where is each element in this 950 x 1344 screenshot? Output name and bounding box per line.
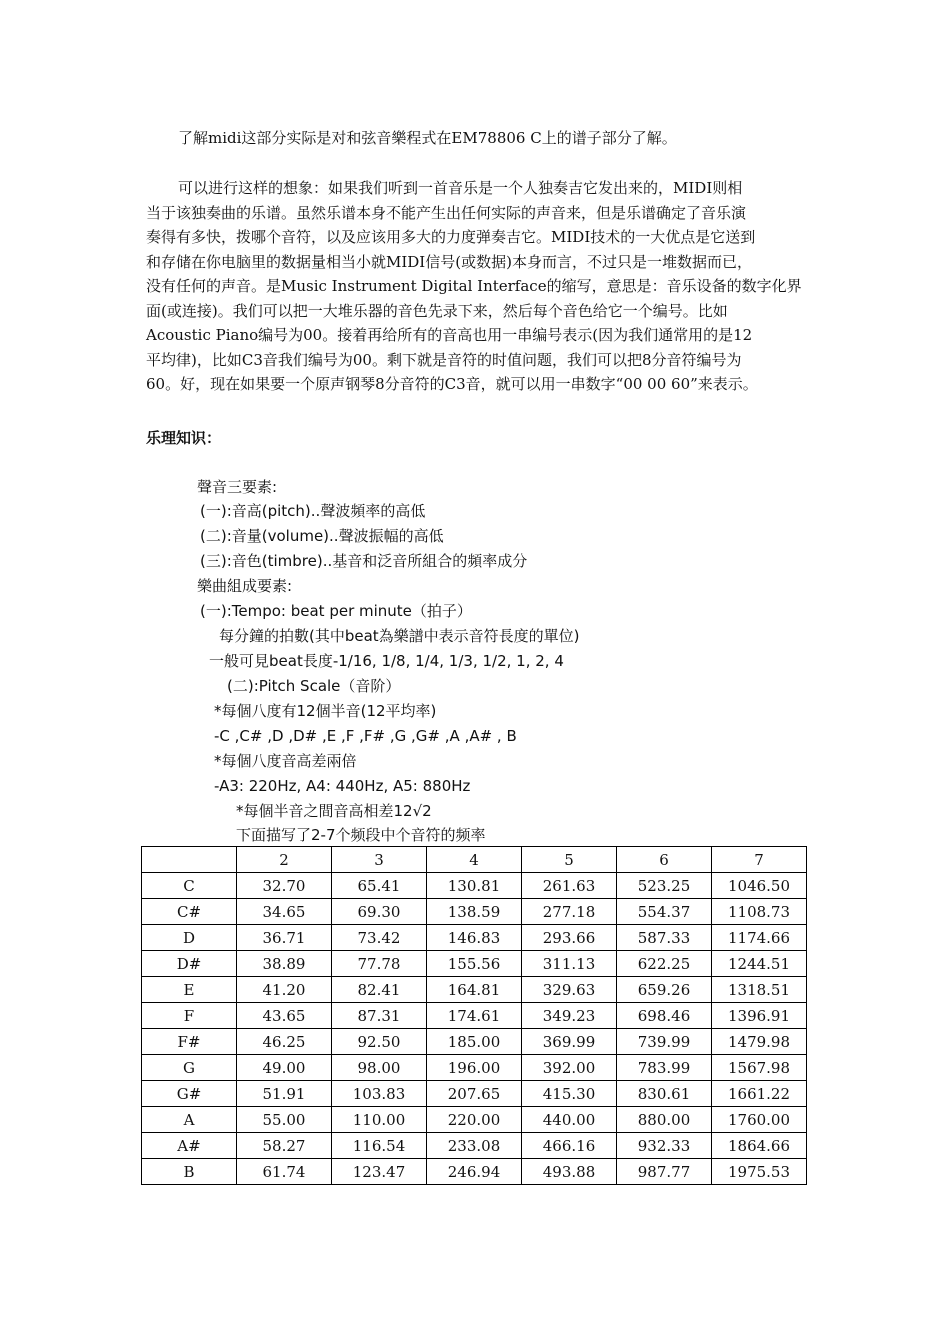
frequency-cell: 1760.00 — [712, 1107, 807, 1133]
frequency-cell: 196.00 — [427, 1055, 522, 1081]
frequency-cell: 34.65 — [237, 899, 332, 925]
frequency-cell: 1975.53 — [712, 1159, 807, 1185]
note-name-cell: E — [142, 977, 237, 1003]
beat-lengths: 一般可見beat長度-1/16, 1/8, 1/4, 1/3, 1/2, 1, 2, 4 — [209, 652, 564, 670]
table-header-cell: 5 — [522, 847, 617, 873]
note-name-cell: C# — [142, 899, 237, 925]
frequency-cell: 493.88 — [522, 1159, 617, 1185]
frequency-cell: 830.61 — [617, 1081, 712, 1107]
paragraph-line: 可以进行这样的想象：如果我们听到一首音乐是一个人独奏吉它发出来的，MIDI则相 — [178, 179, 743, 197]
sound-element-pitch: (一):音高(pitch)..聲波頻率的高低 — [200, 502, 426, 520]
sound-elements-title: 聲音三要素: — [197, 478, 278, 496]
note-names: -C ,C# ,D ,D# ,E ,F ,F# ,G ,G# ,A ,A# , B — [214, 727, 517, 745]
frequency-cell: 369.99 — [522, 1029, 617, 1055]
semitone-ratio-note: *每個半音之間音高相差12√2 — [236, 802, 432, 820]
frequency-cell: 116.54 — [332, 1133, 427, 1159]
frequency-cell: 932.33 — [617, 1133, 712, 1159]
frequency-cell: 146.83 — [427, 925, 522, 951]
frequency-cell: 523.25 — [617, 873, 712, 899]
table-header-cell: 4 — [427, 847, 522, 873]
frequency-cell: 69.30 — [332, 899, 427, 925]
table-row — [142, 1107, 807, 1133]
semitone-note: *每個八度有12個半音(12平均率) — [214, 702, 437, 720]
frequency-cell: 51.91 — [237, 1081, 332, 1107]
table-row — [142, 873, 807, 899]
frequency-cell: 1479.98 — [712, 1029, 807, 1055]
paragraph-line: 平均律)，比如C3音我们编号为00。剩下就是音符的时值问题，我们可以把8分音符编号为 — [146, 350, 742, 369]
frequency-cell: 73.42 — [332, 925, 427, 951]
frequency-cell: 392.00 — [522, 1055, 617, 1081]
table-header-cell: 3 — [332, 847, 427, 873]
paragraph-line: 奏得有多快，拨哪个音符，以及应该用多大的力度弹奏吉它。MIDI技术的一大优点是它送到 — [146, 228, 756, 246]
frequency-cell: 1174.66 — [712, 925, 807, 951]
frequency-cell: 58.27 — [237, 1133, 332, 1159]
frequency-cell: 987.77 — [617, 1159, 712, 1185]
sound-element-timbre: (三):音色(timbre)..基音和泛音所組合的頻率成分 — [200, 552, 528, 570]
table-row — [142, 925, 807, 951]
frequency-cell: 349.23 — [522, 1003, 617, 1029]
frequency-cell: 61.74 — [237, 1159, 332, 1185]
frequency-cell: 329.63 — [522, 977, 617, 1003]
table-caption: 下面描写了2-7个频段中个音符的频率 — [236, 826, 486, 844]
sound-element-volume: (二):音量(volume)..聲波振幅的高低 — [200, 527, 444, 545]
frequency-cell: 1661.22 — [712, 1081, 807, 1107]
frequency-cell: 554.37 — [617, 899, 712, 925]
frequency-cell: 587.33 — [617, 925, 712, 951]
table-row — [142, 951, 807, 977]
frequency-cell: 466.16 — [522, 1133, 617, 1159]
table-header-cell: 6 — [617, 847, 712, 873]
frequency-cell: 155.56 — [427, 951, 522, 977]
note-name-cell: C — [142, 873, 237, 899]
frequency-cell: 164.81 — [427, 977, 522, 1003]
frequency-cell: 783.99 — [617, 1055, 712, 1081]
note-name-cell: F# — [142, 1029, 237, 1055]
intro-sentence: 了解midi这部分实际是对和弦音樂程式在EM78806 C上的谱子部分了解。 — [178, 129, 677, 147]
frequency-cell: 220.00 — [427, 1107, 522, 1133]
table-row — [142, 1029, 807, 1055]
frequency-cell: 138.59 — [427, 899, 522, 925]
frequency-cell: 110.00 — [332, 1107, 427, 1133]
music-elements-title: 樂曲組成要素: — [197, 577, 293, 595]
frequency-cell: 174.61 — [427, 1003, 522, 1029]
frequency-cell: 49.00 — [237, 1055, 332, 1081]
frequency-cell: 43.65 — [237, 1003, 332, 1029]
paragraph-line: 和存储在你电脑里的数据量相当小就MIDI信号(或数据)本身而言，不过只是一堆数据而已， — [146, 252, 752, 271]
frequency-cell: 311.13 — [522, 951, 617, 977]
frequency-cell: 41.20 — [237, 977, 332, 1003]
table-row — [142, 1133, 807, 1159]
frequency-cell: 293.66 — [522, 925, 617, 951]
frequency-cell: 880.00 — [617, 1107, 712, 1133]
frequency-cell: 1396.91 — [712, 1003, 807, 1029]
table-header-cell: 7 — [712, 847, 807, 873]
frequency-cell: 55.00 — [237, 1107, 332, 1133]
table-row — [142, 899, 807, 925]
frequency-cell: 415.30 — [522, 1081, 617, 1107]
note-name-cell: G — [142, 1055, 237, 1081]
frequency-cell: 233.08 — [427, 1133, 522, 1159]
frequency-cell: 1108.73 — [712, 899, 807, 925]
frequency-cell: 87.31 — [332, 1003, 427, 1029]
section-heading: 乐理知识： — [146, 429, 222, 447]
frequency-cell: 698.46 — [617, 1003, 712, 1029]
midi-description-paragraph — [146, 176, 816, 397]
frequency-cell: 739.99 — [617, 1029, 712, 1055]
note-name-cell: G# — [142, 1081, 237, 1107]
frequency-cell: 92.50 — [332, 1029, 427, 1055]
frequency-cell: 1244.51 — [712, 951, 807, 977]
octave-frequencies: -A3: 220Hz, A4: 440Hz, A5: 880Hz — [214, 777, 471, 795]
tempo-item: (一):Tempo: beat per minute（拍子） — [200, 602, 472, 620]
frequency-cell: 1046.50 — [712, 873, 807, 899]
frequency-cell: 77.78 — [332, 951, 427, 977]
frequency-cell: 98.00 — [332, 1055, 427, 1081]
frequency-cell: 123.47 — [332, 1159, 427, 1185]
frequency-cell: 659.26 — [617, 977, 712, 1003]
frequency-cell: 185.00 — [427, 1029, 522, 1055]
note-frequency-table — [141, 846, 807, 1185]
octave-note: *每個八度音高差兩倍 — [214, 752, 357, 770]
paragraph-line: 面(或连接)。我们可以把一大堆乐器的音色先录下来，然后每个音色给它一个编号。比如 — [146, 301, 728, 320]
frequency-cell: 130.81 — [427, 873, 522, 899]
tempo-description: 每分鐘的拍數(其中beat為樂譜中表示音符長度的單位) — [219, 627, 580, 645]
table-row — [142, 1055, 807, 1081]
frequency-cell: 38.89 — [237, 951, 332, 977]
note-name-cell: A# — [142, 1133, 237, 1159]
frequency-cell: 1318.51 — [712, 977, 807, 1003]
frequency-cell: 277.18 — [522, 899, 617, 925]
table-row — [142, 1003, 807, 1029]
frequency-cell: 207.65 — [427, 1081, 522, 1107]
frequency-cell: 46.25 — [237, 1029, 332, 1055]
note-name-cell: A — [142, 1107, 237, 1133]
paragraph-line: 没有任何的声音。是Music Instrument Digital Interface的缩写，意思是：音乐设备的数字化界 — [146, 277, 802, 295]
note-name-cell: B — [142, 1159, 237, 1185]
frequency-cell: 246.94 — [427, 1159, 522, 1185]
frequency-cell: 65.41 — [332, 873, 427, 899]
table-header-row — [142, 847, 807, 873]
note-name-cell: F — [142, 1003, 237, 1029]
note-name-cell: D# — [142, 951, 237, 977]
frequency-cell: 622.25 — [617, 951, 712, 977]
frequency-cell: 82.41 — [332, 977, 427, 1003]
paragraph-line: 60。好，现在如果要一个原声钢琴8分音符的C3音，就可以用一串数字“00 00 60”来表示。 — [146, 375, 758, 393]
frequency-cell: 103.83 — [332, 1081, 427, 1107]
frequency-cell: 32.70 — [237, 873, 332, 899]
table-header-cell — [142, 847, 237, 873]
note-name-cell: D — [142, 925, 237, 951]
table-header-cell: 2 — [237, 847, 332, 873]
table-row — [142, 1081, 807, 1107]
frequency-cell: 261.63 — [522, 873, 617, 899]
frequency-cell: 440.00 — [522, 1107, 617, 1133]
table-row — [142, 1159, 807, 1185]
paragraph-line: Acoustic Piano编号为00。接着再给所有的音高也用一串编号表示(因为我们通常用的是12 — [146, 326, 753, 344]
frequency-cell: 1864.66 — [712, 1133, 807, 1159]
table-row — [142, 977, 807, 1003]
paragraph-line: 当于该独奏曲的乐谱。虽然乐谱本身不能产生出任何实际的声音来，但是乐谱确定了音乐演 — [146, 203, 747, 222]
pitch-scale-item: (二):Pitch Scale（音阶） — [227, 677, 401, 695]
frequency-cell: 36.71 — [237, 925, 332, 951]
frequency-cell: 1567.98 — [712, 1055, 807, 1081]
